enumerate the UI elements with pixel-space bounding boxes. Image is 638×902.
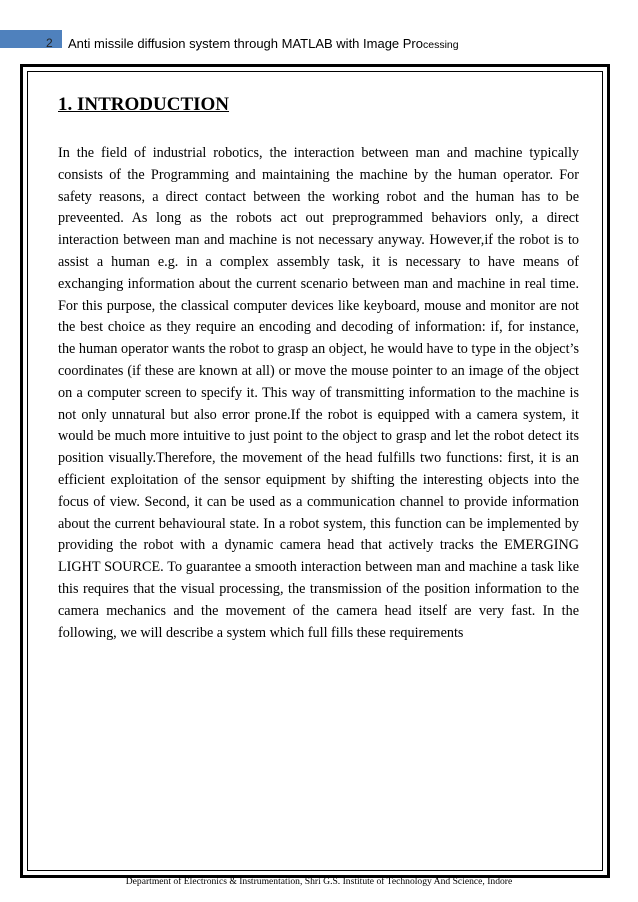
section-body-text: In the field of industrial robotics, the interaction between man and machine typically consists of the Programming and maintaining the machine by the human operator. For safety reasons, a direct contact between the working robot and the human has to be preveented. As long as the robots act out preprogrammed behaviors only, a direct interaction between man and machine is not necessary anyway. However,if the robot is to assist a human e.g. in a complex assembly task, it is necessary to have means of exchanging information about the current scenario between man and machine in real time. For this purpose, the classical computer devices like keyboard, mouse and monitor are not the best choice as they require an encoding and decoding of information: if, for instance, the human operator wants the robot to grasp an object, he would have to type in the object’s coordinates (if these are known at all) or move the mouse pointer to an image of the object on a computer screen to specify it. This way of transmitting information to the machine is not only unnatural but also error prone.If the robot is equipped with a camera system, it would be much more intuitive to just point to the object to grasp and let the robot detect its position visually.Therefore, the movement of the head fulfills two functions: first, it is an efficient exploitation of the sensor equipment by shifting the interesting objects into the focus of view. Second, it can be used as a communication channel to provide information about the current behavioural state. In a robot system, this function can be implemented by providing the robot with a dynamic camera head that actively tracks the EMERGING LIGHT SOURCE. To guarantee a smooth interaction between man and machine a task like this requires that the visual processing, the transmission of the position information to the camera mechanics and the movement of the camera head itself are very fast. In the following, we will describe a system which full fills these requirements xyxy=(58,145,579,641)
header-title-tail: cessing xyxy=(423,39,459,51)
page-number: 2 xyxy=(46,36,53,50)
section-heading: 1. INTRODUCTION xyxy=(58,94,230,115)
header-title-main: Anti missile diffusion system through MATLAB with Image Pro xyxy=(68,36,423,51)
page-footer: Department of Electronics & Instrumentation, Shri G.S. Institute of Technology And Science, Indore xyxy=(125,876,513,887)
header-title xyxy=(68,36,459,51)
